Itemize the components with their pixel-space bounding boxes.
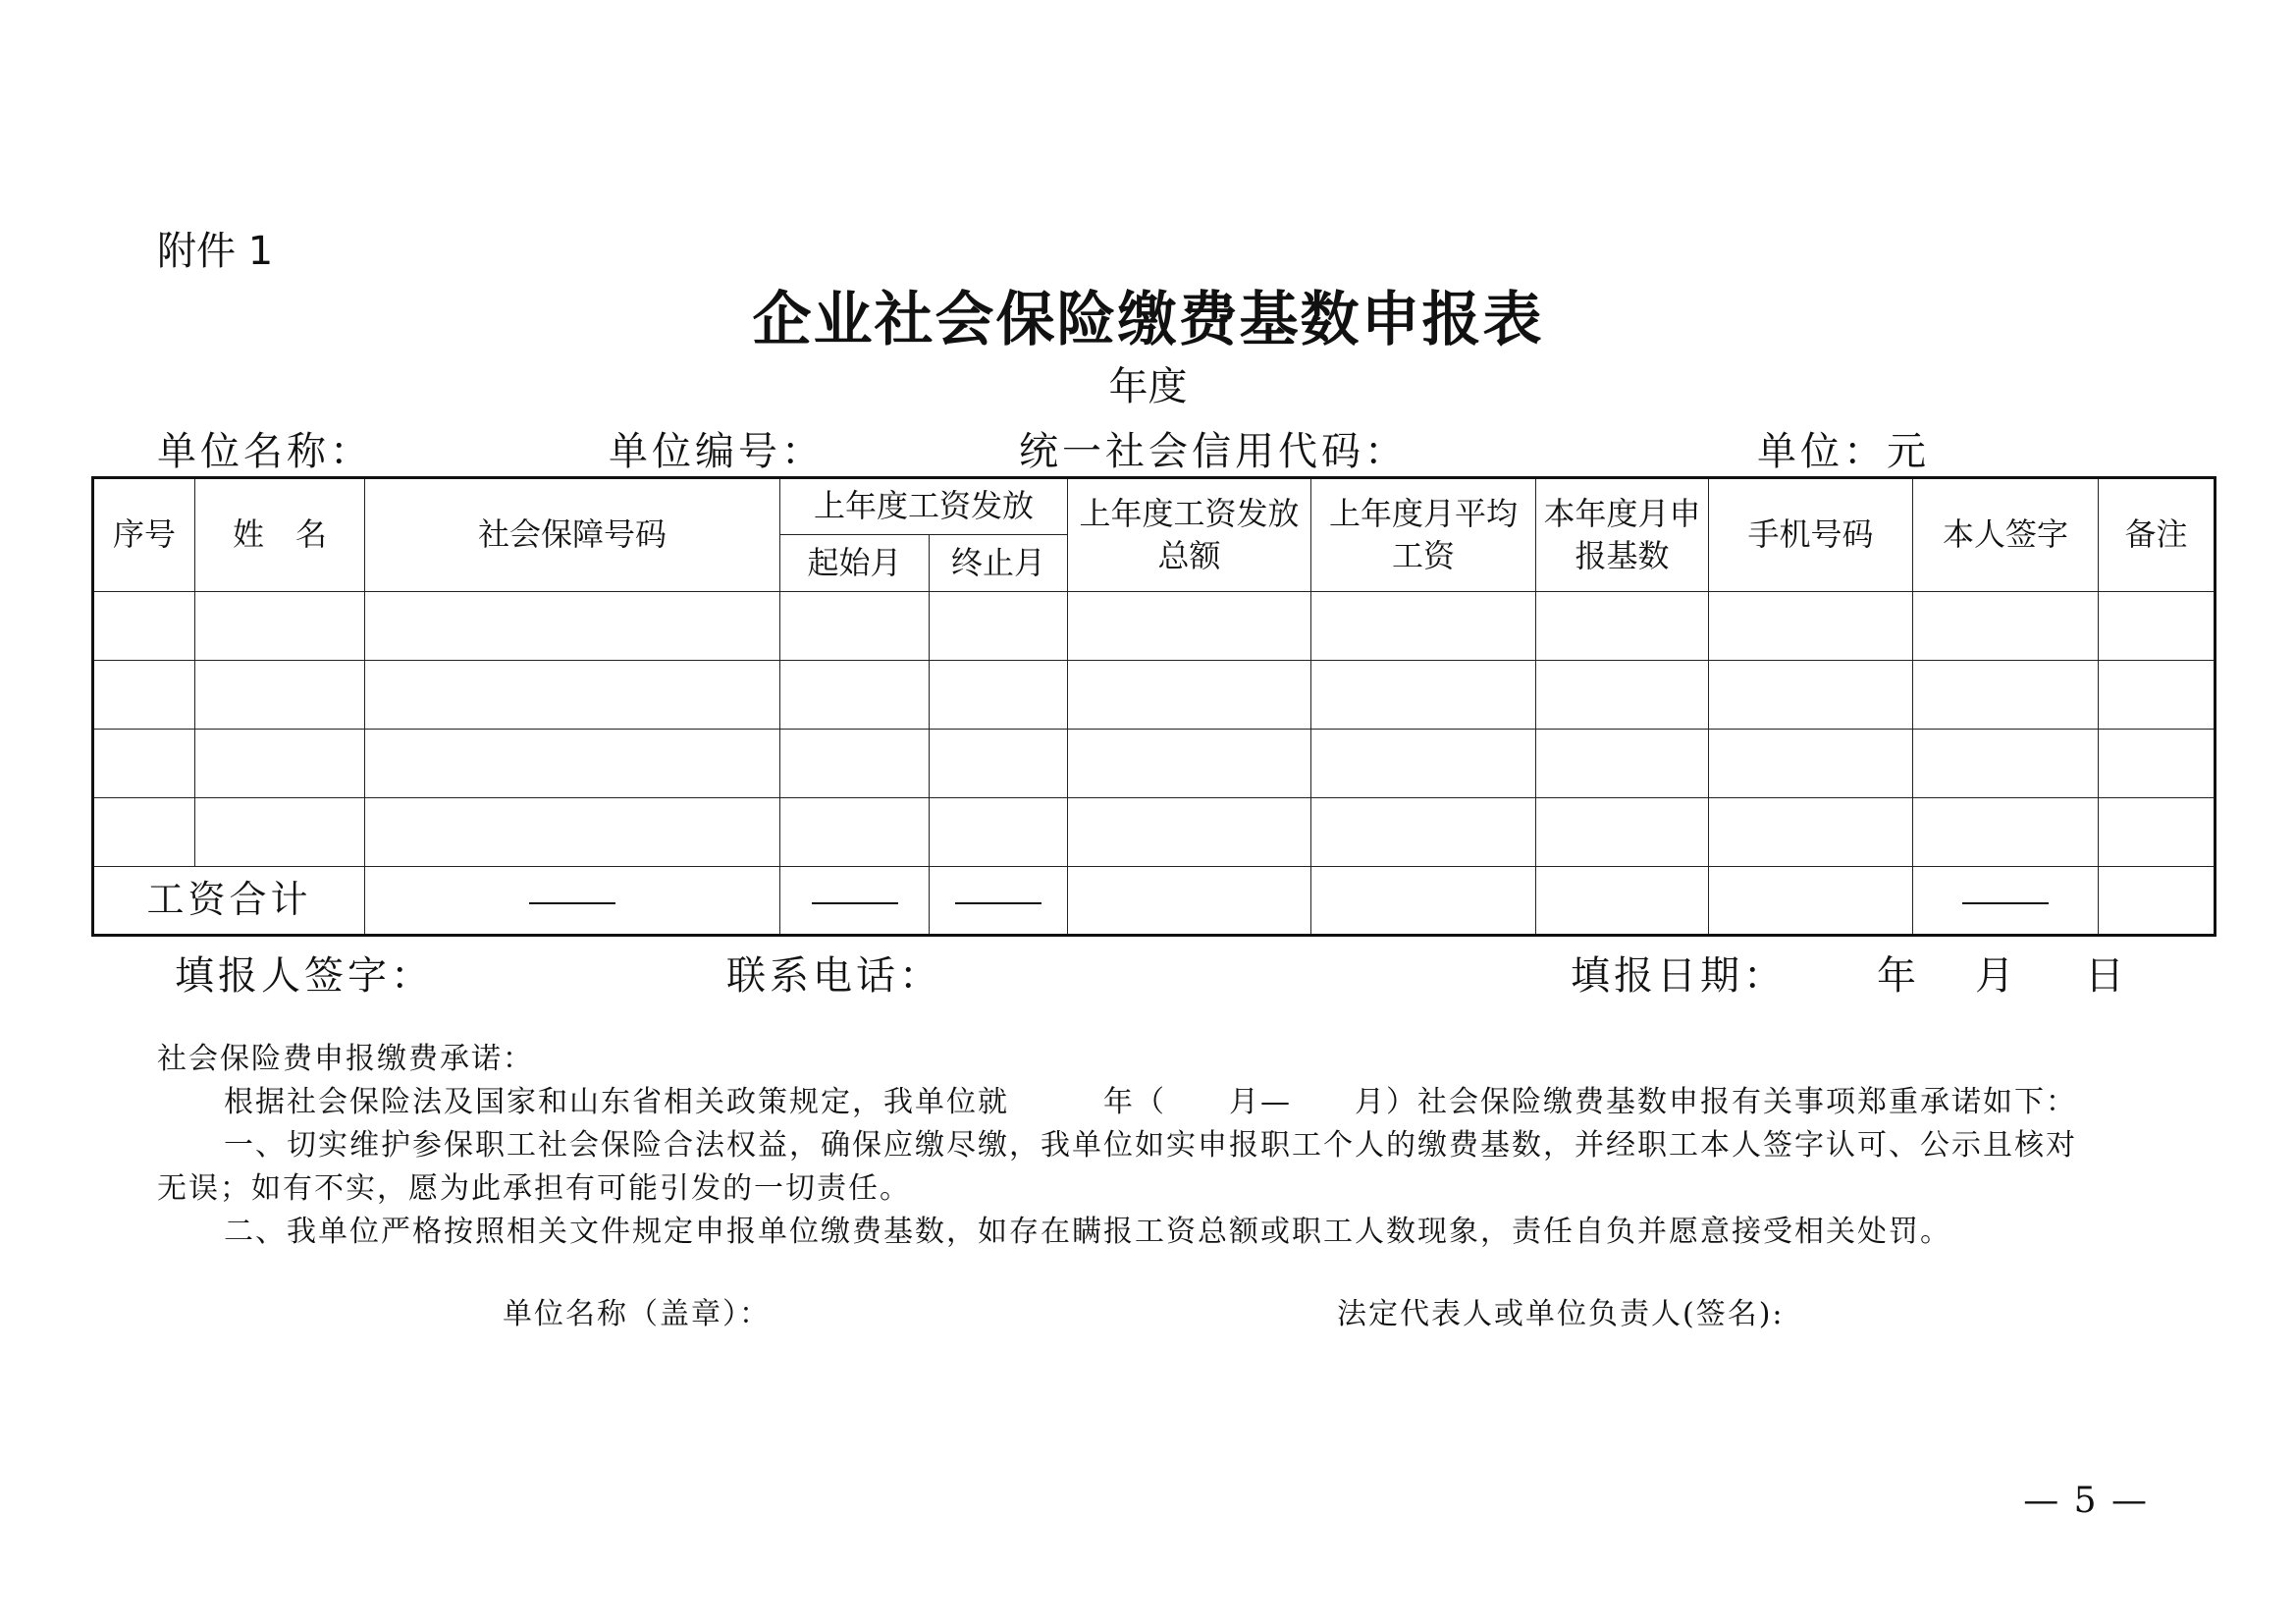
credit-code-label: 统一社会信用代码： (1019, 429, 1408, 474)
phone-cell[interactable] (1709, 661, 1913, 730)
avg-wage-cell[interactable] (1311, 798, 1536, 867)
signature-cell[interactable] (1913, 592, 2099, 661)
total-phone-cell[interactable] (1709, 867, 1913, 936)
seq-cell[interactable] (93, 661, 195, 730)
ss-number-cell[interactable] (365, 592, 780, 661)
seq-cell[interactable] (93, 730, 195, 798)
pledge-item2: 二、我单位严格按照相关文件规定申报单位缴费基数，如存在瞒报工资总额或职工人数现象，责任自负并愿意接受相关处罚。 (224, 1215, 1951, 1249)
end-month-cell[interactable] (930, 798, 1068, 867)
base-cell[interactable] (1536, 798, 1709, 867)
signature-cell[interactable] (1913, 661, 2099, 730)
total-signature-cell (1913, 867, 2099, 936)
signature-cell[interactable] (1913, 798, 2099, 867)
date-year-label: 年 (1877, 953, 1920, 999)
total-wage-sum-cell[interactable] (1068, 867, 1311, 936)
unit-seal-label: 单位名称（盖章）： (503, 1297, 771, 1331)
total-remarks-cell[interactable] (2099, 867, 2216, 936)
end-month-cell[interactable] (930, 661, 1068, 730)
declaration-table (91, 476, 2216, 937)
contact-phone-label: 联系电话： (726, 953, 942, 999)
pledge-item1-line1: 一、切实维护参保职工社会保险合法权益，确保应缴尽缴，我单位如实申报职工个人的缴费基数，并经职工本人签字认可、公示且核对 (224, 1128, 2077, 1163)
start-month-cell[interactable] (780, 798, 930, 867)
avg-wage-cell[interactable] (1311, 592, 1536, 661)
header-base-line1: 本年度月申 (1543, 494, 1701, 532)
signature-cell[interactable] (1913, 730, 2099, 798)
remarks-cell[interactable] (2099, 661, 2216, 730)
date-month-label: 月 (1975, 953, 2018, 999)
seq-cell[interactable] (93, 592, 195, 661)
header-total-wage (1068, 478, 1311, 592)
start-month-cell[interactable] (780, 592, 930, 661)
header-total-wage-line2: 总额 (1157, 537, 1221, 574)
fill-date-label: 填报日期： (1571, 953, 1787, 999)
dash-mark (529, 902, 615, 904)
total-base-cell[interactable] (1536, 867, 1709, 936)
table-row (93, 661, 2216, 730)
dash-mark (955, 902, 1041, 904)
header-ss-number: 社会保障号码 (365, 478, 780, 592)
name-cell[interactable] (195, 798, 365, 867)
header-phone: 手机号码 (1709, 478, 1913, 592)
total-wage-cell[interactable] (1068, 798, 1311, 867)
unit-name-label: 单位名称： (157, 429, 373, 474)
dash-mark (812, 902, 898, 904)
phone-cell[interactable] (1709, 730, 1913, 798)
header-avg-wage-line1: 上年度月平均 (1329, 494, 1519, 532)
name-cell[interactable] (195, 730, 365, 798)
end-month-cell[interactable] (930, 730, 1068, 798)
total-wage-cell[interactable] (1068, 730, 1311, 798)
remarks-cell[interactable] (2099, 798, 2216, 867)
base-cell[interactable] (1536, 661, 1709, 730)
table-row (93, 592, 2216, 661)
total-end-month-cell (930, 867, 1068, 936)
phone-cell[interactable] (1709, 798, 1913, 867)
year-label: 年度 (1108, 364, 1188, 409)
header-signature: 本人签字 (1913, 478, 2099, 592)
table-row (93, 730, 2216, 798)
ss-number-cell[interactable] (365, 798, 780, 867)
form-title: 企业社会保险缴费基数申报表 (752, 286, 1544, 354)
total-start-month-cell (780, 867, 930, 936)
remarks-cell[interactable] (2099, 730, 2216, 798)
total-wage-cell[interactable] (1068, 661, 1311, 730)
start-month-cell[interactable] (780, 661, 930, 730)
table-row (93, 798, 2216, 867)
name-cell[interactable] (195, 661, 365, 730)
header-avg-wage-line2: 工资 (1392, 537, 1456, 574)
header-name: 姓 名 (195, 478, 365, 592)
legal-rep-signature-label: 法定代表人或单位负责人(签名): (1337, 1297, 1785, 1331)
header-row-1 (93, 478, 2216, 535)
avg-wage-cell[interactable] (1311, 661, 1536, 730)
header-end-month: 终止月 (930, 535, 1068, 592)
header-remarks: 备注 (2099, 478, 2216, 592)
ss-number-cell[interactable] (365, 661, 780, 730)
phone-cell[interactable] (1709, 592, 1913, 661)
total-row (93, 867, 2216, 936)
seq-cell[interactable] (93, 798, 195, 867)
date-day-label: 日 (2085, 953, 2128, 999)
end-month-cell[interactable] (930, 592, 1068, 661)
header-avg-wage (1311, 478, 1536, 592)
pledge-heading: 社会保险费申报缴费承诺： (157, 1042, 534, 1076)
header-base (1536, 478, 1709, 592)
dash-mark (1962, 902, 2049, 904)
header-total-wage-line1: 上年度工资发放 (1079, 494, 1300, 532)
start-month-cell[interactable] (780, 730, 930, 798)
currency-unit-label: 单位：元 (1757, 429, 1930, 474)
header-base-line2: 报基数 (1575, 537, 1670, 574)
total-avg-wage-cell[interactable] (1311, 867, 1536, 936)
attachment-label: 附件 1 (157, 229, 274, 274)
header-pay-period: 上年度工资发放 (780, 478, 1068, 535)
header-start-month: 起始月 (780, 535, 930, 592)
remarks-cell[interactable] (2099, 592, 2216, 661)
name-cell[interactable] (195, 592, 365, 661)
pledge-item1-line2: 无误；如有不实，愿为此承担有可能引发的一切责任。 (157, 1171, 911, 1206)
avg-wage-cell[interactable] (1311, 730, 1536, 798)
ss-number-cell[interactable] (365, 730, 780, 798)
filler-signature-label: 填报人签字： (175, 953, 434, 999)
pledge-intro: 根据社会保险法及国家和山东省相关政策规定，我单位就 年（ 月— 月）社会保险缴费基数申报有关事项郑重承诺如下： (224, 1085, 2077, 1119)
unit-code-label: 单位编号： (609, 429, 825, 474)
base-cell[interactable] (1536, 592, 1709, 661)
total-wage-cell[interactable] (1068, 592, 1311, 661)
page-number: — 5 — (2023, 1481, 2149, 1521)
header-seq: 序号 (93, 478, 195, 592)
total-ss-number-cell (365, 867, 780, 936)
base-cell[interactable] (1536, 730, 1709, 798)
total-row-label: 工资合计 (93, 867, 365, 936)
